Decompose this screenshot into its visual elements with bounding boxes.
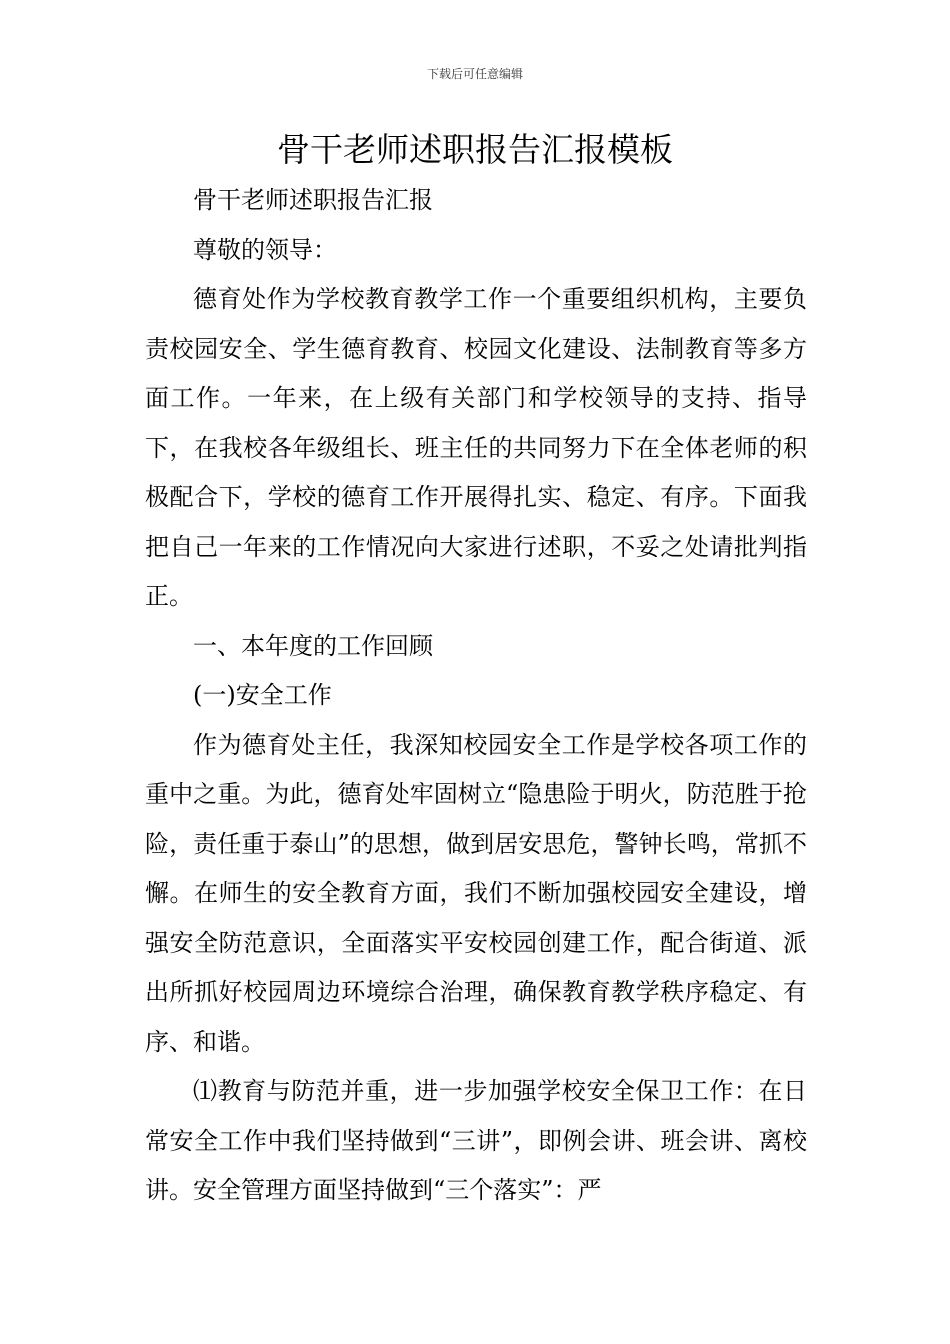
header-note: 下载后可任意编辑: [426, 67, 523, 81]
document-body: [145, 176, 807, 1216]
document-title: 骨干老师述职报告汇报模板: [277, 130, 673, 169]
paragraph-intro: 德育处作为学校教育教学工作一个重要组织机构，主要负责校园安全、学生德育教育、校园文化建设、法制教育等多方面工作。一年来，在上级有关部门和学校领导的支持、指导下，在我校各年级组长、班主任的共同努力下在全体老师的积极配合下，学校的德育工作开展得扎实、稳定、有序。下面我把自己一年来的工作情况向大家进行述职，不妥之处请批判指正。: [145, 285, 807, 610]
paragraph-subtitle: 骨干老师述职报告汇报: [193, 186, 433, 214]
section-heading-review: 一、本年度的工作回顾: [193, 631, 433, 660]
paragraph-salutation: 尊敬的领导：: [193, 235, 337, 264]
paragraph-safety: 作为德育处主任，我深知校园安全工作是学校各项工作的重中之重。为此，德育处牢固树立“隐患险于明火，防范胜于抢险，责任重于泰山”的思想，做到居安思危，警钟长鸣，常抓不懈。在师生的安全教育方面，我们不断加强校园安全建设，增强安全防范意识，全面落实平安校园创建工作，配合街道、派出所抓好校园周边环境综合治理，确保教育教学秩序稳定、有序、和谐。: [145, 730, 807, 1056]
subsection-heading-safety: (一)安全工作: [193, 681, 332, 709]
paragraph-safety-item-1: ⑴教育与防范并重，进一步加强学校安全保卫工作：在日常安全工作中我们坚持做到“三讲”，即例会讲、班会讲、离校讲。安全管理方面坚持做到“三个落实”：严: [145, 1077, 807, 1204]
